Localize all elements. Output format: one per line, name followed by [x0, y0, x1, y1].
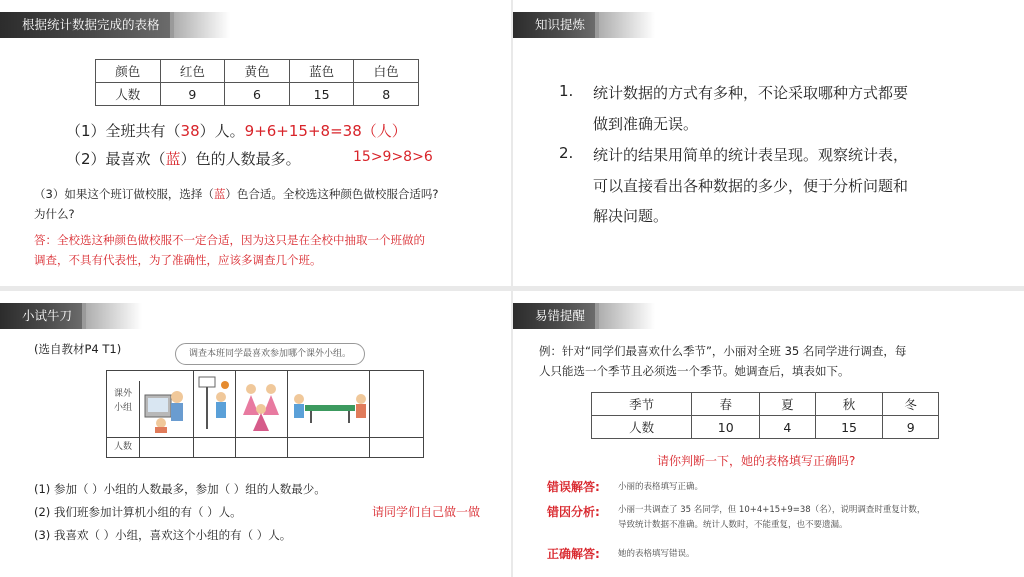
judgement-question: 请你判断一下，她的表格填写正确吗? — [657, 454, 856, 468]
table-cell: 9 — [160, 83, 225, 106]
table-cell: 4 — [760, 416, 816, 439]
table-cell: 春 — [692, 393, 760, 416]
table-cell: 蓝色 — [289, 60, 354, 83]
practice-hint: 请同学们自己做一做 — [372, 505, 481, 519]
computer-group-illustration — [141, 375, 191, 433]
q2-compare: 15>9>8>6 — [353, 149, 433, 165]
slide-knowledge-summary — [513, 0, 1024, 286]
table-cell: 秋 — [815, 393, 883, 416]
table-cell: 黄色 — [225, 60, 290, 83]
q1-prefix: （1）全班共有（ — [66, 122, 181, 140]
table-row — [96, 83, 419, 106]
table-row — [592, 416, 939, 439]
color-table — [95, 59, 419, 106]
table-cell: 人数 — [96, 83, 161, 106]
table-cell: 9 — [883, 416, 939, 439]
slide2-banner: 知识提炼 — [513, 12, 599, 38]
season-table — [591, 392, 939, 439]
table-cell: 冬 — [883, 393, 939, 416]
row-label-count: 人数 — [107, 437, 140, 457]
source-note: (选自教材P4 T1) — [34, 342, 122, 356]
q1-calc: 9+6+15+8=38（人） — [244, 122, 407, 140]
q3-suffix: ）色合适。全校选这种颜色做校服合适吗? — [225, 187, 439, 201]
reason-line-1: 小丽一共调查了 35 名同学，但 10+4+15+9=38（名），说明调查时重复计数， — [618, 505, 926, 515]
slide3-banner: 小试牛刀 — [0, 303, 86, 329]
q2-suffix: ）色的人数最多。 — [180, 150, 301, 168]
row-label-groups-text: 课外小组 — [113, 389, 132, 413]
table-cell: 颜色 — [96, 60, 161, 83]
activity-table — [106, 370, 424, 458]
table-tennis-group-illustration — [291, 375, 367, 433]
q2-prefix: （2）最喜欢（ — [66, 150, 166, 168]
table-cell: 15 — [815, 416, 883, 439]
point-1-line-2: 做到准确无误。 — [593, 115, 699, 133]
practice-question-1: (1) 参加（ ）小组的人数最多，参加（ ）组的人数最少。 — [34, 482, 326, 496]
row-label-groups — [107, 381, 140, 437]
q1-suffix: ）人。 — [199, 122, 245, 140]
column-divider — [369, 371, 370, 457]
table-cell: 季节 — [592, 393, 692, 416]
q3-prefix: （3）如果这个班订做校服，选择（ — [34, 187, 214, 201]
example-line-1: 例：针对“同学们最喜欢什么季节”，小丽对全班 35 名同学进行调查，每 — [539, 344, 907, 358]
correct-answer-text: 她的表格填写错误。 — [618, 549, 695, 559]
answer-line-1: 答：全校选这种颜色做校服不一定合适，因为这只是在全校中抽取一个班做的 — [34, 233, 425, 247]
question-3 — [34, 186, 438, 202]
correct-answer-label: 正确解答: — [547, 547, 600, 561]
column-divider — [193, 371, 194, 457]
table-cell: 白色 — [354, 60, 419, 83]
q3-answer: 蓝 — [213, 187, 226, 201]
point-1-number: 1. — [559, 82, 574, 100]
point-2-line-1: 统计的结果用简单的统计表呈现。观察统计表， — [593, 146, 909, 164]
point-2-line-3: 解决问题。 — [593, 207, 669, 225]
example-line-2: 人只能选一个季节且必须选一个季节。她调查后，填表如下。 — [539, 364, 850, 378]
table-row — [592, 393, 939, 416]
column-divider — [235, 371, 236, 457]
reason-label: 错因分析: — [547, 505, 600, 519]
q2-answer: 蓝 — [165, 150, 181, 168]
wrong-answer-label: 错误解答: — [547, 480, 600, 494]
table-cell: 6 — [225, 83, 290, 106]
slide-practice — [0, 291, 511, 577]
table-row — [96, 60, 419, 83]
practice-question-2: (2) 我们班参加计算机小组的有（ ）人。 — [34, 505, 242, 519]
speech-bubble: 调查本班同学最喜欢参加哪个课外小组。 — [175, 343, 365, 365]
table-cell: 夏 — [760, 393, 816, 416]
dance-group-illustration — [237, 375, 285, 433]
table-cell: 15 — [289, 83, 354, 106]
slide-table-completion — [0, 0, 511, 286]
table-cell: 红色 — [160, 60, 225, 83]
slide4-banner: 易错提醒 — [513, 303, 599, 329]
table-cell: 8 — [354, 83, 419, 106]
slide-common-mistakes — [513, 291, 1024, 577]
reason-line-2: 导致统计数据不准确。统计人数时，不能重复，也不要遗漏。 — [618, 520, 848, 530]
point-2-line-2: 可以直接看出各种数据的多少，便于分析问题和 — [593, 177, 909, 195]
wrong-answer-text: 小丽的表格填写正确。 — [618, 482, 704, 492]
practice-question-3: (3) 我喜欢（ ）小组，喜欢这个小组的有（ ）人。 — [34, 528, 292, 542]
question-1 — [66, 120, 407, 141]
table-cell: 10 — [692, 416, 760, 439]
point-2-number: 2. — [559, 144, 574, 162]
question-2 — [66, 148, 301, 169]
table-cell: 人数 — [592, 416, 692, 439]
basketball-group-illustration — [195, 375, 233, 433]
q1-answer: 38 — [180, 122, 200, 140]
slide1-banner: 根据统计数据完成的表格 — [0, 12, 174, 38]
point-1-line-1: 统计数据的方式有多种，不论采取哪种方式都要 — [593, 84, 909, 102]
column-divider — [287, 371, 288, 457]
answer-line-2: 调查，不具有代表性，为了准确性，应该多调查几个班。 — [34, 253, 322, 267]
question-3-line2: 为什么? — [34, 207, 75, 221]
